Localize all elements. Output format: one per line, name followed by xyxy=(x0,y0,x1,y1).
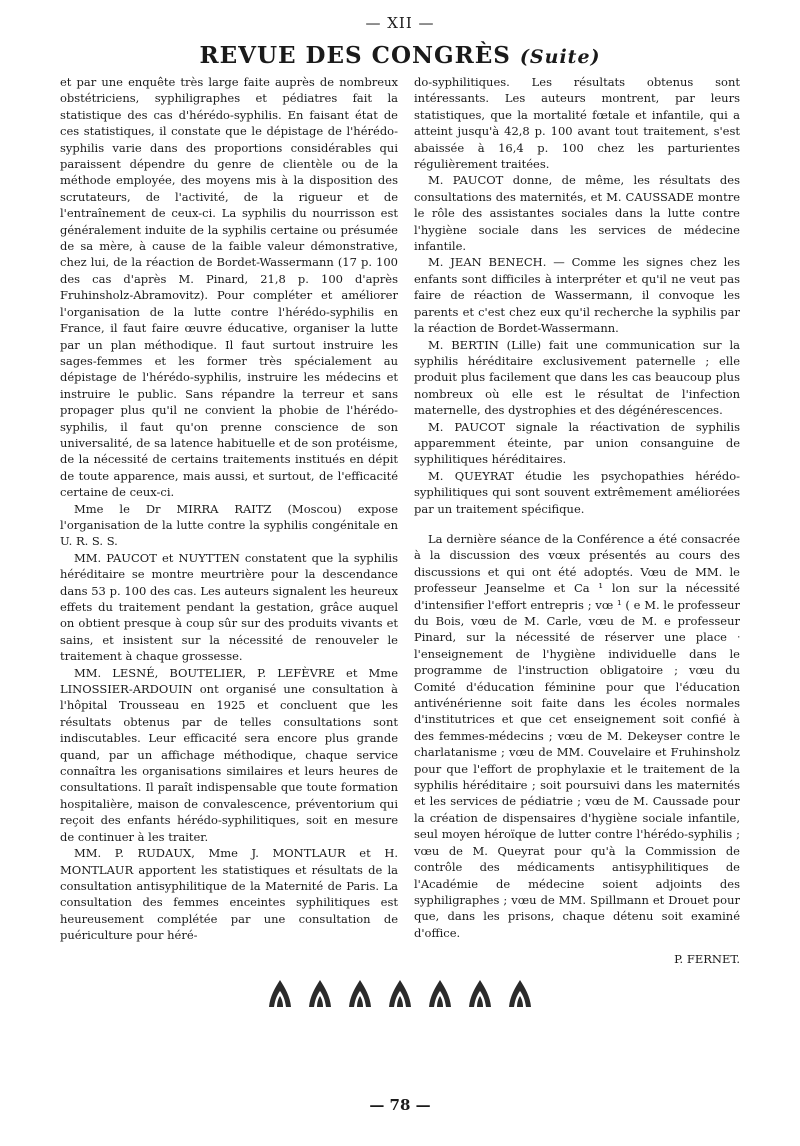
section-gap xyxy=(414,517,740,531)
fleuron-ornament-icon xyxy=(387,978,413,1010)
title-suffix: (Suite) xyxy=(519,46,601,68)
fleuron-ornament-icon xyxy=(427,978,453,1010)
page-title xyxy=(0,42,800,69)
paragraph: M. QUEYRAT étudie les psychopathies hérédo-syphilitiques qui sont souvent extrêmement améliorées par un traitement spécifique. xyxy=(414,468,740,516)
paragraph: La dernière séance de la Conférence a été consacrée à la discussion des vœux présentés au cours des discussions et qui ont été adoptés. Vœu de MM. le professeur Jeanselme et Ca ¹ lon sur la nécessité d'intensifier l'effort entrepris ; vœ ¹ ( e M. le professeur du Bois, vœu de M. Carle, vœu de M. e professeur Pinard, sur la nécessité de réserver une place ᐧ l'enseignement de l'hygiène individuelle dans le programme de l'instruction obligatoire ; vœu du Comité d'éducation féminine pour que l'éducation antivénérienne soit faite dans les écoles normales d'institutrices et que cet enseignement soit confié à des femmes-médecins ; vœu de M. Dekeyser contre le charlatanisme ; vœu de MM. Couvelaire et Fruhinsholz pour que l'effort de prophylaxie et le traitement de la syphilis héréditaire ; soit poursuivi dans les maternités et les services de pédiatrie ; vœu de M. Caussade pour la création de dispensaires d'hygiène sociale infantile, seul moyen héroïque de lutter contre l'hérédo-syphilis ; vœu de M. Queyrat pour qu'à la Commission de contrôle des médicaments antisyphilitiques de l'Académie de médecine soient adjoints des syphiligraphes ; vœu de MM. Spillmann et Drouet pour que, dans les prisons, chaque détenu soit examiné d'office. xyxy=(414,531,740,940)
paragraph: MM. LESNÉ, BOUTELIER, P. LEFÈVRE et Mme LINOSSIER-ARDOUIN ont organisé une consultation à l'hôpital Trousseau en 1925 et concluent que les résultats obtenus par de telles consultations sont indiscutables. Leur efficacité sera encore plus grande quand, par un affichage méthodique, chaque service connaîtra les organisations similaires et leurs heures de consultations. Il paraît indispensable que toute formation hospitalière, maison de convalescence, préventorium qui reçoit des enfants hérédo-syphilitiques, soit en mesure de continuer à les traiter. xyxy=(60,665,398,844)
signature: P. FERNET. xyxy=(674,952,740,967)
fleuron-ornament-icon xyxy=(307,978,333,1010)
fleuron-ornament-icon xyxy=(467,978,493,1010)
paragraph: MM. PAUCOT et NUYTTEN constatent que la syphilis héréditaire se montre meurtrière pour la descendance dans 53 p. 100 des cas. Les auteurs signalent les heureux effets du traitement pendant la gestation, grâce auquel on obtient presque à coup sûr sur des produits vivants et sains, et insistent sur la nécessité de renouveler le traitement à chaque grossesse. xyxy=(60,550,398,664)
title-text: REVUE DES CONGRÈS xyxy=(199,42,511,69)
paragraph: et par une enquête très large faite auprès de nombreux obstétriciens, syphiligraphes et pédiatres fait la statistique des cas d'hérédo-syphilis. En faisant état de ces statistiques, il constate que le dépistage de l'hérédo-syphilis varie dans des proportions considérables qui paraissent dépendre du genre de clientèle ou de la méthode employée, des moyens mis à la disposition des scrutateurs, de l'activité, de la rigueur et de l'entraînement de ceux-ci. La syphilis du nourrisson est généralement induite de la syphilis certaine ou présumée de sa mère, à cause de la faible valeur démonstrative, chez lui, de la réaction de Bordet-Wassermann (17 p. 100 des cas d'après M. Pinard, 21,8 p. 100 d'après Fruhinsholz-Abramovitz). Pour compléter et améliorer l'organisation de la lutte contre l'hérédo-syphilis en France, il faut faire œuvre éducative, organiser la lutte par un plan méthodique. Il faut surtout instruire les sages-femmes et les former très spécialement au dépistage de l'hérédo-syphilis, instruire les médecins et instruire le public. Sans répandre la terreur et sans propager plus qu'il ne convient la phobie de l'hérédo-syphilis, il faut qu'on prenne conscience de son universalité, de sa latence habituelle et de son protéisme, de la nécessité de certains traitements institués en dépit de toute apparence, mais aussi, et surtout, de l'efficacité certaine de ceux-ci. xyxy=(60,75,398,500)
page-number-top: — XII — xyxy=(365,14,435,32)
fleuron-ornament-icon xyxy=(507,978,533,1010)
paragraph: M. BERTIN (Lille) fait une communication sur la syphilis héréditaire exclusivement paternelle ; elle produit plus facilement que dans les cas beaucoup plus nombreux où elle est le résultat de l'infection maternelle, des dystrophies et des dégénérescences. xyxy=(414,337,740,418)
paragraph: M. PAUCOT signale la réactivation de syphilis apparemment éteinte, par union consanguine de syphilitiques héréditaires. xyxy=(414,419,740,467)
paragraph: M. PAUCOT donne, de même, les résultats des consultations des maternités, et M. CAUSSADE montre le rôle des assistantes sociales dans la lutte contre l'hygiène sociale dans les services de médecine infantile. xyxy=(414,173,740,254)
paragraph: Mme le Dr MIRRA RAITZ (Moscou) expose l'organisation de la lutte contre la syphilis congénitale en U. R. S. S. xyxy=(60,501,398,549)
fleuron-ornament-icon xyxy=(347,978,373,1010)
paragraph: MM. P. RUDAUX, Mme J. MONTLAUR et H. MONTLAUR apportent les statistiques et résultats de la consultation antisyphilitique de la Maternité de Paris. La consultation des femmes enceintes syphilitiques est heureusement complétée par une consultation de puériculture pour héré- xyxy=(60,846,398,943)
paragraph: do-syphilitiques. Les résultats obtenus sont intéressants. Les auteurs montrent, par leurs statistiques, que la mortalité fœtale et infantile, qui a atteint jusqu'à 42,8 p. 100 avant tout traitement, s'est abaissée à 16,4 p. 100 chez les parturientes régulièrement traitées. xyxy=(414,75,740,172)
ornament-row xyxy=(0,978,800,1010)
left-column xyxy=(60,74,398,944)
fleuron-ornament-icon xyxy=(267,978,293,1010)
folio: — 78 — xyxy=(369,1096,431,1114)
right-column xyxy=(414,74,740,968)
paragraph: M. JEAN BENECH. — Comme les signes chez les enfants sont difficiles à interpréter et qu'il ne veut pas faire de réaction de Wassermann, il convoque les parents et c'est chez eux qu'il recherche la syphilis par la réaction de Bordet-Wassermann. xyxy=(414,255,740,336)
